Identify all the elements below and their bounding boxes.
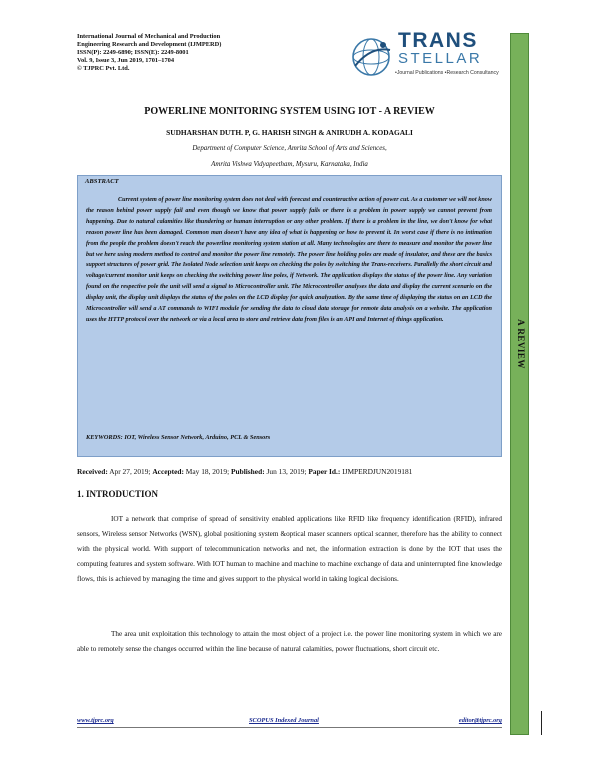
paper-id-label: Paper Id.: (308, 467, 341, 476)
intro-paragraph-1: IOT a network that comprise of spread of sensitivity enabled applications like RFID like frequency identification (RFID), infrared sensors, Wireless sensor Networks (WSN), global positioning system &optical maser scanners optical scanner, therefore has the ability to connect with the physical world. With support of telecommunication networks and net, the information extraction is done by the IOT that uses the computing features and system software. With IOT human to machine and machine to machine exchange of data and uninterrupted fine knowledge flows, this is achieved by managing the time and gives support to the physical world in taking logical decisions. (77, 515, 502, 583)
accepted-date: May 18, 2019; (183, 467, 231, 476)
logo-word-trans: TRANS (398, 29, 478, 52)
journal-header (77, 33, 277, 73)
paper-authors: SUDHARSHAN DUTH. P, G. HARISH SINGH & ANIRUDH A. KODAGALI (166, 128, 413, 137)
volume-issue: Vol. 9, Issue 3, Jun 2019, 1701–1704 (77, 57, 175, 64)
side-label-wrap (511, 284, 530, 404)
footer-website-link[interactable]: www.tjprc.org (77, 717, 114, 724)
abstract-heading: ABSTRACT (85, 178, 119, 185)
intro-paragraph-2: The area unit exploitation this technology to attain the most object of a project i.e. the power line monitoring system in which we are able to remotely sense the changes occurred within the line because of natural calamities, power fluctuations, short circuit etc. (77, 630, 502, 653)
logo-tagline: •Journal Publications •Research Consultancy (395, 70, 499, 76)
affiliation-line1: Department of Computer Science, Amrita School of Arts and Sciences, (192, 145, 387, 152)
accepted-label: Accepted: (152, 467, 184, 476)
published-date: Jun 13, 2019; (264, 467, 309, 476)
journal-name-line1: International Journal of Mechanical and Production (77, 33, 221, 40)
footer-scopus-link[interactable]: SCOPUS Indexed Journal (249, 717, 319, 724)
abstract-keywords: KEYWORDS: IOT, Wireless Sensor Network, Arduino, PCL & Sensors (86, 434, 271, 441)
affiliation-line2: Amrita Vishwa Vidyapeetham, Mysuru, Karnataka, India (211, 161, 368, 168)
transstellar-logo (350, 30, 500, 82)
review-side-bar (510, 33, 529, 735)
copyright: © TJPRC Pvt. Ltd. (77, 65, 130, 72)
journal-name-line2: Engineering Research and Development (IJMPERD) (77, 41, 222, 48)
abstract-text: Current system of power line monitoring system does not deal with forecast and counteractive action of power cut. As a customer we will not know the reason behind power supply fail and even though we know that power supply fails or there is a problem in power supply we cannot prevent from happening. Due to natural calamities like thundering or human interruption or any other problem. If there is a problem in the line, we don't know for what reason power line has been damaged. Common man doesn't have any idea of what is happening or how to prevent it. In worst case if there is no intimation from the people the problem doesn't reach the powerline monitoring system station at all. Many technologies are there to measure and monitor the power line but we here using modern method to control and monitor the power line remotely. The power line holding poles are made of insulator, and these are the basics support structures of power grid. The Isolated Node selection unit keeps on checking the poles by switching the Trans-receivers. Parallelly the short circuit and voltage/current monitor unit keeps on checking the switching power line poles, if Network. The application displays the status of the power line. Any variation found on the respective pole the unit will send a signal to Microcontroller unit. The Microcontroller analyses the data and display the current scenario on the display unit, the display unit displays the status of the poles on the LCD display for quick analyzation. By the same time of displaying the status on an LCD the Microcontroller will send a AT commands to WIFI module for sending the data to cloud data storage for remote data analysis on a website. The application uses the HTTP protocol over the network or via a local area to store and retrieve data from files is an API and Internet of things application. (86, 196, 492, 323)
received-date: Apr 27, 2019; (107, 467, 153, 476)
paper-id: IJMPERDJUN2019181 (340, 467, 413, 476)
section-heading: 1. INTRODUCTION (77, 489, 159, 499)
corner-mark (541, 711, 542, 735)
paper-title: POWERLINE MONITORING SYSTEM USING IOT - A REVIEW (144, 106, 435, 117)
article-dates (77, 467, 412, 476)
abstract-box (77, 175, 502, 457)
published-label: Published: (230, 467, 265, 476)
received-label: Received: (77, 467, 108, 476)
side-label: A REVIEW (515, 319, 526, 369)
footer-divider (77, 727, 502, 728)
globe-icon (350, 36, 392, 78)
logo-word-stellar: STELLAR (398, 50, 483, 67)
issn: ISSN(P): 2249-6890; ISSN(E): 2249-8001 (77, 49, 189, 56)
footer-email-link[interactable]: editor@tjprc.org (458, 717, 502, 724)
